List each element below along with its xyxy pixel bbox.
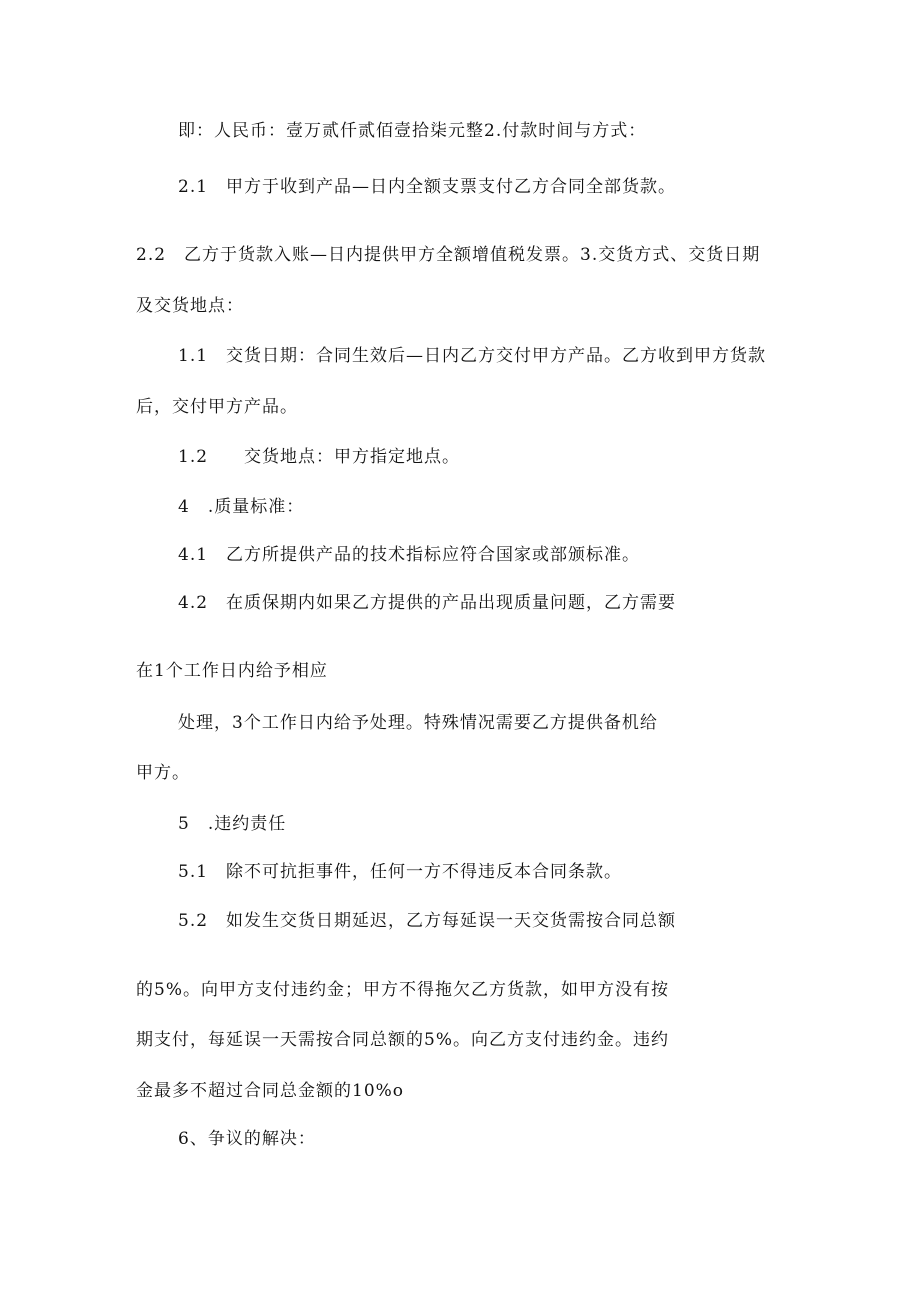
clause-4-2: 4.2 在质保期内如果乙方提供的产品出现质量问题，乙方需要 <box>178 593 677 613</box>
clause-1-1: 1.1 交货日期：合同生效后—日内乙方交付甲方产品。乙方收到甲方货款 <box>178 346 767 366</box>
payment-amount-line: 即：人民币：壹万贰仟贰佰壹拾柒元整2.付款时间与方式： <box>178 121 647 141</box>
section-6-heading: 6、争议的解决： <box>178 1129 316 1149</box>
clause-5-2-continued-3: 金最多不超过合同总金额的10%o <box>136 1081 405 1101</box>
clause-4-2-continued-2: 处理，3个工作日内给予处理。特殊情况需要乙方提供备机给 <box>178 713 658 733</box>
clause-4-2-continued-1: 在1个工作日内给予相应 <box>136 661 328 681</box>
clause-4-2-continued-3: 甲方。 <box>136 763 190 783</box>
clause-2-2-continued: 及交货地点： <box>136 296 244 316</box>
clause-5-1: 5.1 除不可抗拒事件，任何一方不得违反本合同条款。 <box>178 862 623 882</box>
clause-2-2: 2.2 乙方于货款入账—日内提供甲方全额增值税发票。3.交货方式、交货日期 <box>136 245 761 265</box>
clause-5-2-continued-1: 的5%。向甲方支付违约金；甲方不得拖欠乙方货款，如甲方没有按 <box>136 980 669 1000</box>
section-4-heading: 4 .质量标准： <box>178 497 305 517</box>
clause-5-2-continued-2: 期支付，每延误一天需按合同总额的5%。向乙方支付违约金。违约 <box>136 1030 669 1050</box>
clause-1-1-continued: 后，交付甲方产品。 <box>136 397 298 417</box>
clause-4-1: 4.1 乙方所提供产品的技术指标应符合国家或部颁标准。 <box>178 545 641 565</box>
clause-1-2: 1.2 交货地点：甲方指定地点。 <box>178 447 461 467</box>
section-5-heading: 5 .违约责任 <box>178 814 287 834</box>
clause-2-1: 2.1 甲方于收到产品—日内全额支票支付乙方合同全部货款。 <box>178 177 677 197</box>
clause-5-2: 5.2 如发生交货日期延迟，乙方每延误一天交货需按合同总额 <box>178 911 677 931</box>
